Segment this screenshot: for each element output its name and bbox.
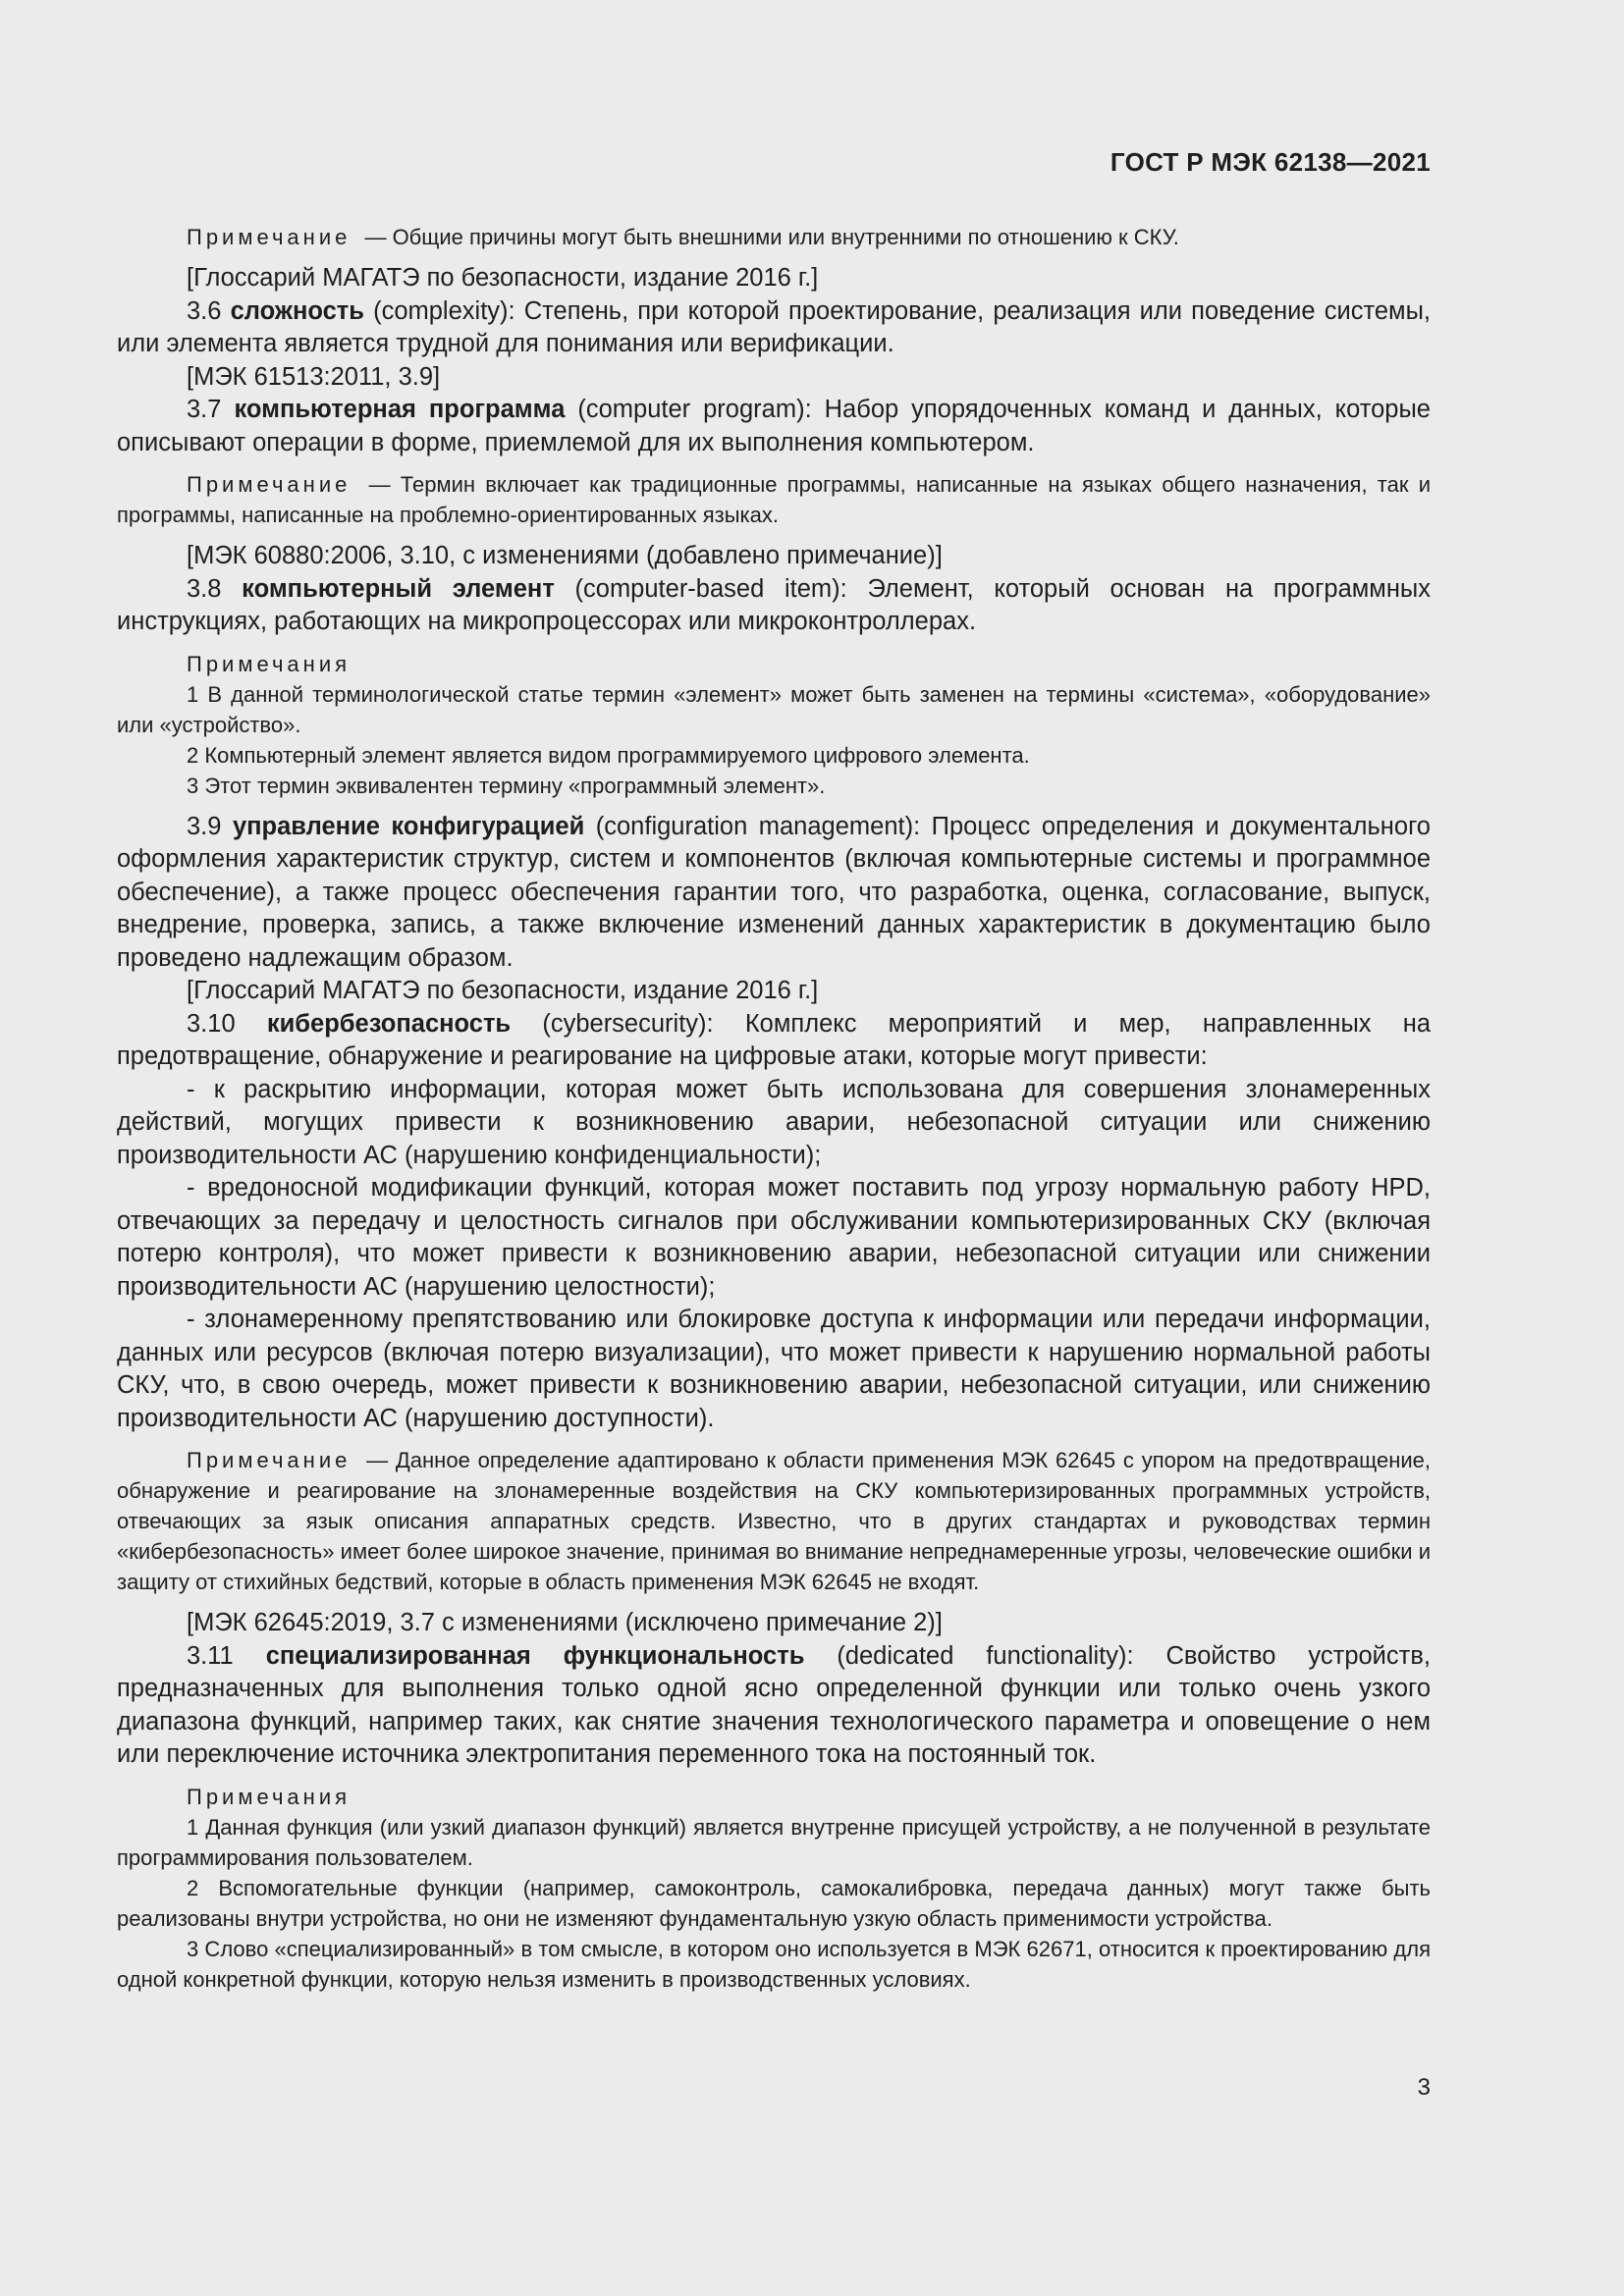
notes-label: Примечания [187,1784,352,1809]
source-reference: [МЭК 61513:2011, 3.9] [187,362,441,391]
term-definition: 3.8 компьютерный элемент (computer-based item): Элемент, который основан на программных инструкциях, работающих на микропроцессорах или микроконтроллерах. [117,574,1431,635]
term-name: сложность [230,296,364,325]
source-reference: [МЭК 62645:2019, 3.7 с изменениями (исключено примечание 2)] [187,1609,943,1636]
term-name: компьютерный элемент [242,574,555,603]
term-name: управление конфигурацией [232,812,585,840]
term-definition: 3.11 специализированная функциональность (dedicated functionality): Свойство устройств, предназначенных для выполнения только одной ясно определенной функции или только очень узкого диапазона функций, например таких, как снятие значения технологического параметра и оповещение о нем или переключение источника электропитания переменного тока на постоянный ток. [117,1641,1431,1768]
note-item: 1 В данной терминологической статье термин «элемент» может быть заменен на термины «система», «оборудование» или «устройство». [117,681,1431,737]
note-item: 1 Данная функция (или узкий диапазон функций) является внутренне присущей устройству, а не полученной в результате программирования пользователем. [117,1814,1431,1870]
note-item: 3 Слово «специализированный» в том смысле, в котором оно используется в МЭК 62671, относится к проектированию для одной конкретной функции, которую нельзя изменить в производственных условиях. [117,1936,1431,1992]
list-paragraph: - вредоносной модификации функций, которая может поставить под угрозу нормальную работу HPD, отвечающих за передачу и целостность сигналов при обслуживании компьютеризированных СКУ (включая потерю контроля), что может привести к возникновению аварии, небезопасной ситуации или снижении производительности АС (нарушению целостности); [117,1174,1431,1301]
term-name: кибербезопасность [266,1009,512,1038]
list-paragraph: - к раскрытию информации, которая может быть использована для совершения злонамеренных действий, могущих привести к возникновению аварии, небезопасной ситуации или снижению производительности АС (нарушению конфиденциальности); [117,1075,1431,1169]
note: Примечание — Данное определение адаптировано к области применения МЭК 62645 с упором на предотвращение, обнаружение и реагирование на злонамеренные воздействия на СКУ компьютеризированных программных устройств, отвечающих за язык описания аппаратных средств. Известно, что в других стандартах и руководствах термин «кибербезопасность» имеет более широкое значение, принимая во внимание непреднамеренные угрозы, человеческие ошибки и защиту от стихийных бедствий, которые в область применения МЭК 62645 не входят. [117,1448,1431,1594]
document-body [117,222,1431,1995]
source-reference: [Глоссарий МАГАТЭ по безопасности, издание 2016 г.] [187,977,819,1004]
list-paragraph: - злонамеренному препятствованию или блокировке доступа к информации или передачи информации, данных или ресурсов (включая потерю визуализации), что может привести к нарушению нормальной работы СКУ, что, в свою очередь, может привести к возникновению аварии, небезопасной ситуации, или снижению производительности АС (нарушению доступности). [117,1306,1431,1432]
note-item: 3 Этот термин эквивалентен термину «программный элемент». [187,773,826,798]
document-header: ГОСТ Р МЭК 62138—2021 [1110,147,1431,177]
term-name: специализированная функциональность [265,1641,805,1670]
note: Примечание — Общие причины могут быть внешними или внутренними по отношению к СКУ. [187,225,1179,249]
source-reference: [МЭК 60880:2006, 3.10, с изменениями (добавлено примечание)] [187,542,943,569]
notes-label: Примечания [187,651,352,676]
term-definition: 3.6 сложность (complexity): Степень, при которой проектирование, реализация или поведение системы, или элемента является трудной для понимания или верификации. [117,296,1431,357]
note-item: 2 Компьютерный элемент является видом программируемого цифрового элемента. [187,742,1030,768]
page-number: 3 [1417,2074,1431,2101]
note: Примечание — Термин включает как традиционные программы, написанные на языках общего назначения, так и программы, написанные на проблемно-ориентированных языках. [117,472,1431,527]
term-definition: 3.10 кибербезопасность (cybersecurity): Комплекс мероприятий и мер, направленных на предотвращение, обнаружение и реагирование на цифровые атаки, которые могут привести: [117,1009,1432,1070]
term-definition: 3.9 управление конфигурацией (configuration management): Процесс определения и документального оформления характеристик структур, систем и компонентов (включая компьютерные системы и программное обеспечение), а также процесс обеспечения гарантии того, что разработка, оценка, согласование, выпуск, внедрение, проверка, запись, а также включение изменений данных характеристик в документацию было проведено надлежащим образом. [117,812,1431,972]
term-definition: 3.7 компьютерная программа (computer program): Набор упорядоченных команд и данных, которые описывают операции в форме, приемлемой для их выполнения компьютером. [117,396,1431,456]
term-name: компьютерная программа [234,396,566,423]
source-reference: [Глоссарий МАГАТЭ по безопасности, издание 2016 г.] [187,264,819,292]
note-item: 2 Вспомогательные функции (например, самоконтроль, самокалибровка, передача данных) могут также быть реализованы внутри устройства, но они не изменяют фундаментальную узкую область применимости устройства. [117,1875,1431,1931]
